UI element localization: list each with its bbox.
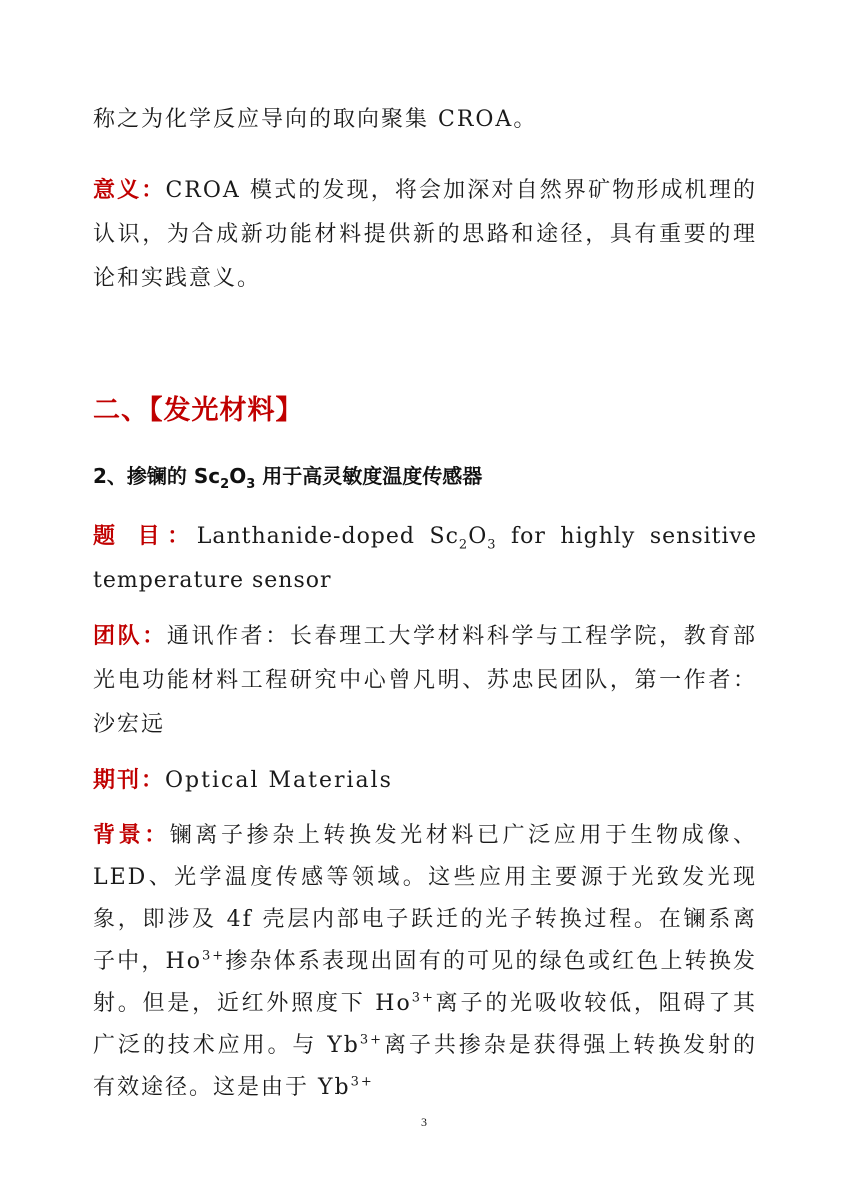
title-paragraph [93, 514, 757, 603]
background-sup-1: 3+ [201, 948, 226, 964]
significance-label: 意义： [93, 177, 166, 203]
background-sup-3: 3+ [359, 1032, 384, 1048]
significance-paragraph [93, 168, 757, 301]
intro-paragraph [93, 98, 757, 142]
page-number: 3 [421, 1115, 427, 1129]
title-sub2: 3 [487, 537, 497, 553]
background-text-2: 掺杂体系表现出固有的可见的绿色或红色上转换发射。但是，近红外照度下 Ho [93, 949, 757, 1016]
item-title [93, 460, 483, 492]
item-title-suffix: 用于高灵敏度温度传感器 [255, 464, 483, 488]
journal-paragraph [93, 758, 757, 803]
title-label: 题 目： [93, 523, 197, 549]
background-label: 背景： [93, 822, 170, 848]
background-paragraph [93, 814, 757, 1109]
title-sub1: 2 [458, 537, 469, 553]
intro-text: 称之为化学反应导向的取向聚集 CROA。 [93, 107, 538, 132]
team-label: 团队： [93, 623, 167, 649]
background-text-1: 镧离子掺杂上转换发光材料已广泛应用于生物成像、LED、光学温度传感等领域。这些应用主要源于光致发光现象，即涉及 4f 壳层内部电子跃迁的光子转换过程。在镧系离子中，Ho [93, 823, 757, 974]
team-text: 通讯作者：长春理工大学材料科学与工程学院，教育部光电功能材料工程研究中心曾凡明、苏忠民团队，第一作者：沙宏远 [93, 624, 757, 737]
item-title-mid: O [229, 464, 247, 488]
team-paragraph [93, 614, 757, 747]
title-text-a: Lanthanide-doped Sc [196, 524, 459, 549]
section-heading: 二、【发光材料】 [93, 395, 304, 426]
item-title-sub1: 2 [220, 477, 230, 492]
item-title-sub2: 3 [246, 477, 256, 492]
title-text-b: O [468, 524, 488, 549]
item-title-prefix: 2、掺镧的 Sc [93, 464, 221, 488]
background-sup-2: 3+ [411, 990, 435, 1006]
significance-text: CROA 模式的发现，将会加深对自然界矿物形成机理的认识，为合成新功能材料提供新的思路和途径，具有重要的理论和实践意义。 [93, 178, 757, 291]
background-sup-4: 3+ [350, 1074, 374, 1090]
journal-text: Optical Materials [165, 768, 393, 793]
background-text-3: 离子的光吸收较低，阻碍了其广泛的技术应用。与 Yb [93, 991, 757, 1058]
journal-label: 期刊： [93, 767, 166, 793]
title-text-c: for highly sensitive temperature sensor [93, 524, 757, 593]
background-text-4: 离子共掺杂是获得强上转换发射的有效途径。这是由于 Yb [93, 1033, 757, 1100]
